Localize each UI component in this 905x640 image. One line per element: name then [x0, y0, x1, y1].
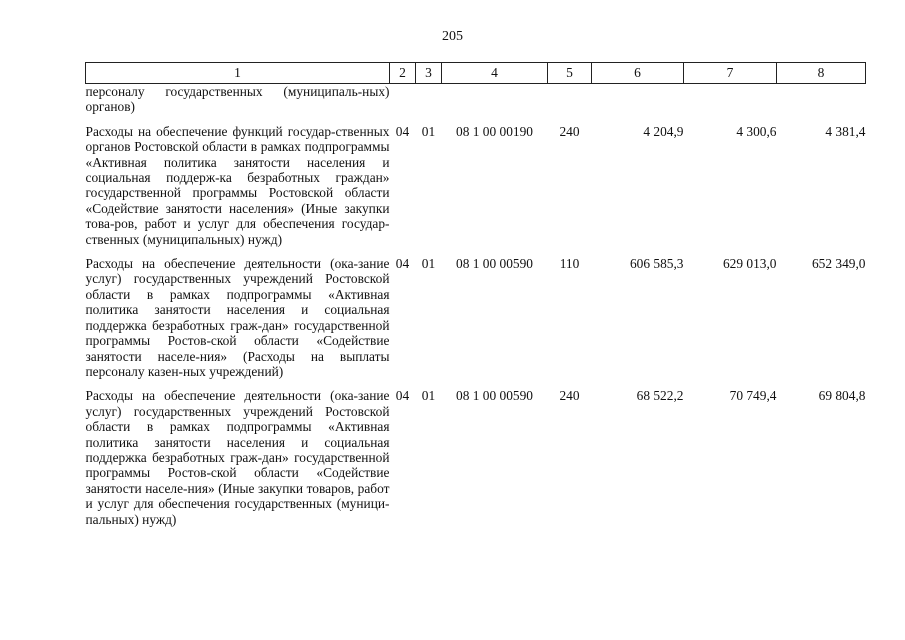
header-cell: 7 — [684, 63, 777, 84]
row-description: Расходы на обеспечение функций государ-ственных органов Ростовской области в рамках подпрограммы «Активная политика занятости населения и социальная поддерж-ка безработных граждан» государственной программы Ростовской области «Содействие занятости населения» (Иные закупки това-ров, работ и услуг для обеспечения государ-ственных (муниципальных) нужд) — [85, 123, 390, 247]
row-value-3: 652 349,0 — [811, 256, 866, 272]
header-cell: 6 — [592, 63, 684, 84]
table-row — [86, 256, 866, 379]
budget-table — [85, 62, 866, 527]
row-vr: 240 — [559, 388, 580, 404]
row-rz: 04 — [395, 256, 410, 272]
header-cell: 8 — [777, 63, 866, 84]
row-csr: 08 1 00 00590 — [456, 388, 533, 404]
row-pr: 01 — [421, 123, 436, 139]
row-value-1: 68 522,2 — [636, 388, 684, 404]
row-value-1: 4 204,9 — [643, 123, 684, 139]
continuation-row — [86, 84, 866, 115]
table-row — [86, 388, 866, 527]
row-description: Расходы на обеспечение деятельности (ока-зание услуг) государственных учреждений Ростовской области в рамках подпрограммы «Активная политика занятости населения и социальная поддержка безработных граж-дан» государственной программы Ростов-ской области «Содействие занятости населе-ния» (Расходы на выплаты персоналу казен-ных учреждений) — [85, 256, 390, 379]
row-vr: 240 — [559, 123, 580, 139]
row-value-3: 69 804,8 — [818, 388, 866, 404]
row-rz: 04 — [395, 388, 410, 404]
row-value-2: 70 749,4 — [729, 388, 777, 404]
header-cell: 1 — [86, 63, 390, 84]
continuation-text: персоналу государственных (муниципаль-ных) органов) — [85, 84, 390, 115]
row-csr: 08 1 00 00590 — [456, 256, 533, 272]
row-vr: 110 — [559, 256, 580, 272]
row-description: Расходы на обеспечение деятельности (ока-зание услуг) государственных учреждений Ростовской области в рамках подпрограммы «Активная политика занятости населения и социальная поддержка безработных граж-дан» государственной программы Ростов-ской области «Содействие занятости населе-ния» (Иные закупки товаров, работ и услуг для обеспечения государственных (муници-пальных) нужд) — [85, 388, 390, 527]
row-pr: 01 — [421, 256, 436, 272]
row-value-2: 629 013,0 — [722, 256, 777, 272]
row-value-1: 606 585,3 — [629, 256, 684, 272]
header-cell: 5 — [548, 63, 592, 84]
page-number: 205 — [442, 29, 463, 44]
header-cell: 4 — [442, 63, 548, 84]
row-value-2: 4 300,6 — [736, 123, 777, 139]
header-cell: 2 — [390, 63, 416, 84]
row-value-3: 4 381,4 — [825, 123, 866, 139]
table-row — [86, 124, 866, 247]
row-pr: 01 — [421, 388, 436, 404]
header-row — [86, 63, 866, 84]
row-rz: 04 — [395, 123, 410, 139]
row-csr: 08 1 00 00190 — [456, 123, 533, 139]
header-cell: 3 — [416, 63, 442, 84]
